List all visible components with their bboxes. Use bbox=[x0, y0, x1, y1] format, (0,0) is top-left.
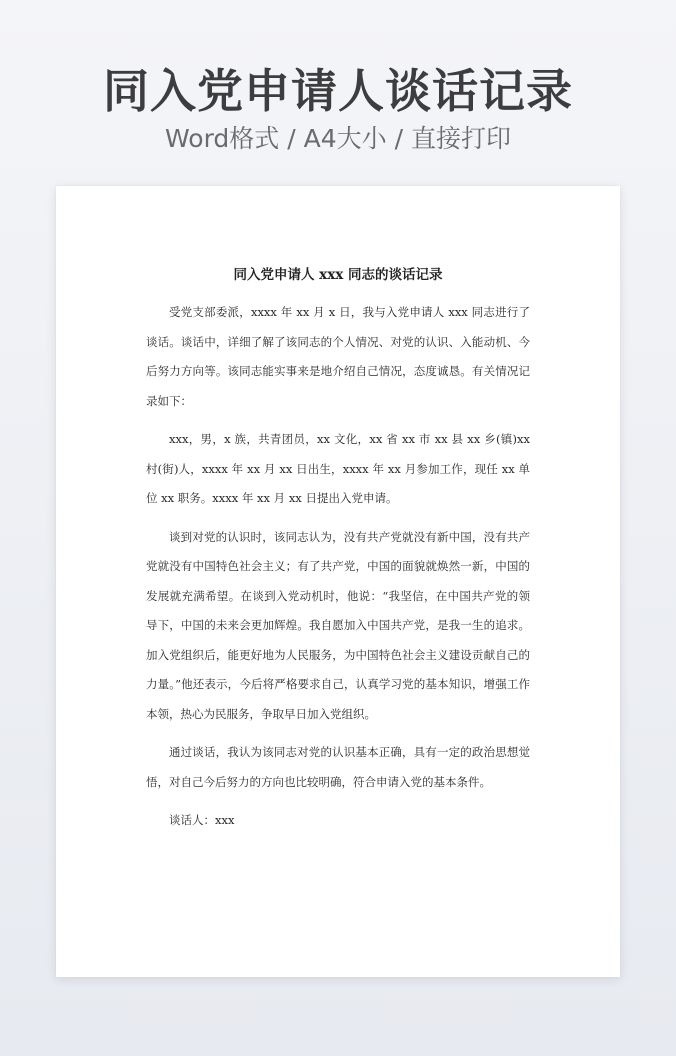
paragraph-party-understanding: 谈到对党的认识时，该同志认为，没有共产党就没有新中国，没有共产党就没有中国特色社会主义；有了共产党，中国的面貌就焕然一新，中国的发展就充满希望。在谈到入党动机时，他说：“我坚信，在中国共产党的领导下，中国的未来会更加辉煌。我自愿加入中国共产党，是我一生的追求。加入党组织后，能更好地为人民服务，为中国特色社会主义建设贡献自己的力量。”他还表示，今后将严格要求自己，认真学习党的基本知识，增强工作本领，热心为民服务，争取早日加入党组织。 bbox=[146, 529, 530, 721]
paragraph-personal-info: xxx，男，x 族，共青团员，xx 文化，xx 省 xx 市 xx 县 xx 乡(镇)xx 村(街)人，xxxx 年 xx 月 xx 日出生，xxxx 年 xx 月参加工作，现任 xx 单位 xx 职务。xxxx 年 xx 月 xx 日提出入党申请。 bbox=[146, 432, 530, 505]
banner-subtitle: Word格式 / A4大小 / 直接打印 bbox=[165, 124, 511, 153]
document-title: 同入党申请人 xxx 同志的谈话记录 bbox=[233, 267, 443, 283]
paragraph-conclusion: 通过谈话，我认为该同志对党的认识基本正确，具有一定的政治思想觉悟，对自己今后努力的方向也比较明确，符合申请入党的基本条件。 bbox=[146, 745, 530, 789]
banner bbox=[0, 62, 676, 155]
paragraph-interviewer: 谈话人：xxx bbox=[169, 813, 235, 827]
document-body bbox=[146, 298, 530, 845]
document-page bbox=[56, 186, 620, 977]
banner-title: 同入党申请人谈话记录 bbox=[103, 64, 573, 118]
paragraph-intro: 受党支部委派，xxxx 年 xx 月 x 日，我与入党申请人 xxx 同志进行了谈话。谈话中，详细了解了该同志的个人情况、对党的认识、入能动机、今后努力方向等。该同志能实事来是地介绍自己情况，态度诚恳。有关情况记录如下： bbox=[146, 305, 530, 408]
